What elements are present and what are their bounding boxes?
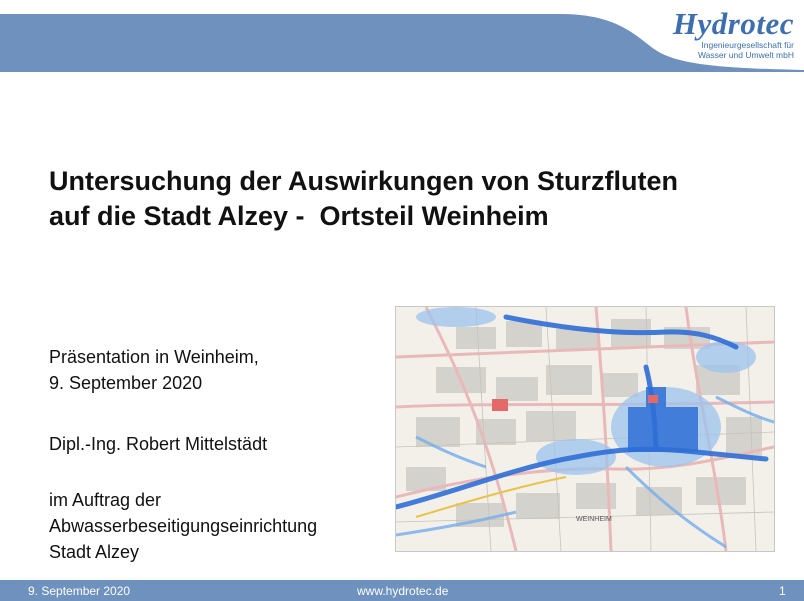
footer-date: 9. September 2020 [28, 584, 131, 598]
footer-website: www.hydrotec.de [357, 584, 449, 598]
slide-title [49, 164, 789, 234]
title-line-2: auf die Stadt Alzey - Ortsteil Weinheim [49, 201, 549, 231]
footer-page-number: 1 [779, 584, 786, 598]
presentation-place: Präsentation in Weinheim, [49, 347, 259, 367]
footer-bar [0, 580, 804, 601]
hydrotec-logo [640, 8, 800, 68]
map-place-label: WEINHEIM [576, 516, 612, 523]
client-info [49, 487, 317, 565]
flood-map-graphic [396, 307, 774, 551]
flood-map-image [395, 306, 775, 552]
logo-subtitle-line2: Wasser und Umwelt mbH [697, 50, 794, 60]
title-line-1: Untersuchung der Auswirkungen von Sturzfluten [49, 166, 679, 196]
author-name: Dipl.-Ing. Robert Mittelstädt [49, 434, 268, 454]
presentation-date: 9. September 2020 [49, 373, 203, 393]
client-line-2: Abwasserbeseitigungseinrichtung [49, 516, 318, 536]
logo-wordmark: Hydrotec [672, 6, 794, 41]
client-line-1: im Auftrag der [49, 490, 162, 510]
presentation-info [49, 344, 259, 396]
client-line-3: Stadt Alzey [49, 542, 140, 562]
author-info [49, 431, 267, 457]
logo-subtitle-line1: Ingenieurgesellschaft für [701, 40, 794, 50]
